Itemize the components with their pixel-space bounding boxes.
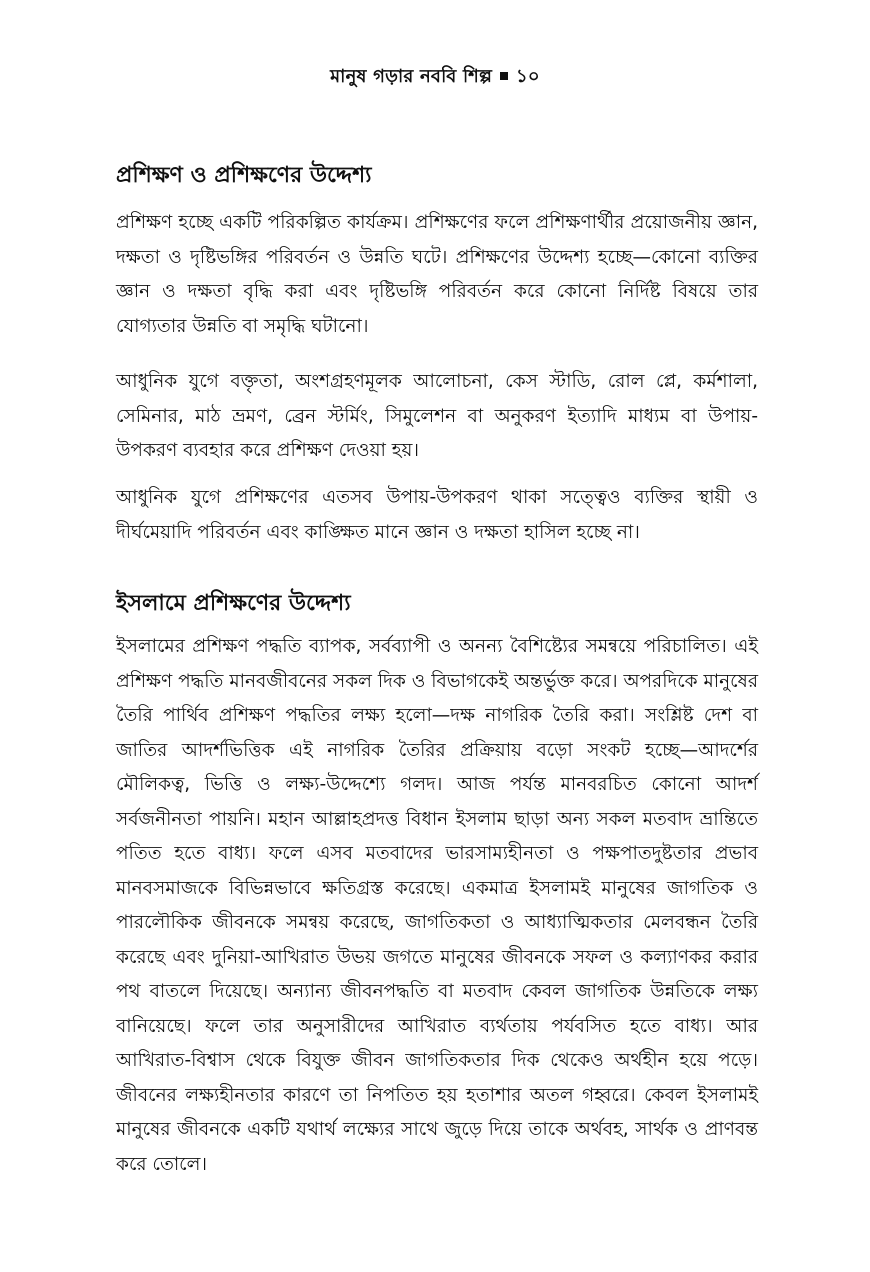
page-number: ১০ [516,66,540,87]
paragraph: আধুনিক যুগে বক্তৃতা, অংশগ্রহণমূলক আলোচনা, কেস স্টাডি, রোল প্লে, কর্মশালা, সেমিনার, মাঠ ভ্রমণ, ব্রেন স্টর্মিং, সিমুলেশন বা অনুকরণ ইত্যাদি মাধ্যম বা উপায়-উপকরণ ব্যবহার করে প্রশিক্ষণ দেওয়া হয়। [116,371,758,461]
section-heading-training-purpose: প্রশিক্ষণ ও প্রশিক্ষণের উদ্দেশ্য [116,163,372,188]
running-header [0,62,870,93]
paragraph: আধুনিক যুগে প্রশিক্ষণের এতসব উপায়-উপকরণ থাকা সত্ত্বেও ব্যক্তির স্থায়ী ও দীর্ঘমেয়াদি পরিবর্তন এবং কাঙ্ক্ষিত মানে জ্ঞান ও দক্ষতা হাসিল হচ্ছে না। [116,487,758,543]
paragraph: ইসলামের প্রশিক্ষণ পদ্ধতি ব্যাপক, সর্বব্যাপী ও অনন্য বৈশিষ্ট্যের সমন্বয়ে পরিচালিত। এই প্রশিক্ষণ পদ্ধতি মানবজীবনের সকল দিক ও বিভাগকেই অন্তর্ভুক্ত করে। অপরদিকে মানুষের তৈরি পার্থিব প্রশিক্ষণ পদ্ধতির লক্ষ্য হলো—দক্ষ নাগরিক তৈরি করা। সংশ্লিষ্ট দেশ বা জাতির আদর্শভিত্তিক এই নাগরিক তৈরির প্রক্রিয়ায় বড়ো সংকট হচ্ছে—আদর্শের মৌলিকত্ব, ভিত্তি ও লক্ষ্য-উদ্দেশ্যে গলদ। আজ পর্যন্ত মানবরচিত কোনো আদর্শ সর্বজনীনতা পায়নি। মহান আল্লাহপ্রদত্ত বিধান ইসলাম ছাড়া অন্য সকল মতবাদ ভ্রান্তিতে পতিত হতে বাধ্য। ফলে এসব মতবাদের ভারসাম্যহীনতা ও পক্ষপাতদুষ্টতার প্রভাব মানবসমাজকে বিভিন্নভাবে ক্ষতিগ্রস্ত করেছে। একমাত্র ইসলামই মানুষের জাগতিক ও পারলৌকিক জীবনকে সমন্বয় করেছে, জাগতিকতা ও আধ্যাত্মিকতার মেলবন্ধন তৈরি করেছে এবং দুনিয়া-আখিরাত উভয় জগতে মানুষের জীবনকে সফল ও কল্যাণকর করার পথ বাতলে দিয়েছে। অন্যান্য জীবনপদ্ধতি বা মতবাদ কেবল জাগতিক উন্নতিকে লক্ষ্য বানিয়েছে। ফলে তার অনুসারীদের আখিরাত ব্যর্থতায় পর্যবসিত হতে বাধ্য। আর আখিরাত-বিশ্বাস থেকে বিযুক্ত জীবন জাগতিকতার দিক থেকেও অর্থহীন হয়ে পড়ে। জীবনের লক্ষ্যহীনতার কারণে তা নিপতিত হয় হতাশার অতল গহ্বরে। কেবল ইসলামই মানুষের জীবনকে একটি যথার্থ লক্ষ্যের সাথে জুড়ে দিয়ে তাকে অর্থবহ, সার্থক ও প্রাণবন্ত করে তোলে। [116,636,758,1175]
section-heading-islam-training-purpose: ইসলামে প্রশিক্ষণের উদ্দেশ্য [116,591,351,616]
book-title: মানুষ গড়ার নববি শিল্প [330,66,493,87]
paragraph: প্রশিক্ষণ হচ্ছে একটি পরিকল্পিত কার্যক্রম। প্রশিক্ষণের ফলে প্রশিক্ষণার্থীর প্রয়োজনীয় জ্ঞান, দক্ষতা ও দৃষ্টিভঙ্গির পরিবর্তন ও উন্নতি ঘটে। প্রশিক্ষণের উদ্দেশ্য হচ্ছে—কোনো ব্যক্তির জ্ঞান ও দক্ষতা বৃদ্ধি করা এবং দৃষ্টিভঙ্গি পরিবর্তন করে কোনো নির্দিষ্ট বিষয়ে তার যোগ্যতার উন্নতি বা সমৃদ্ধি ঘটানো। [116,212,758,337]
separator-square [500,72,508,80]
